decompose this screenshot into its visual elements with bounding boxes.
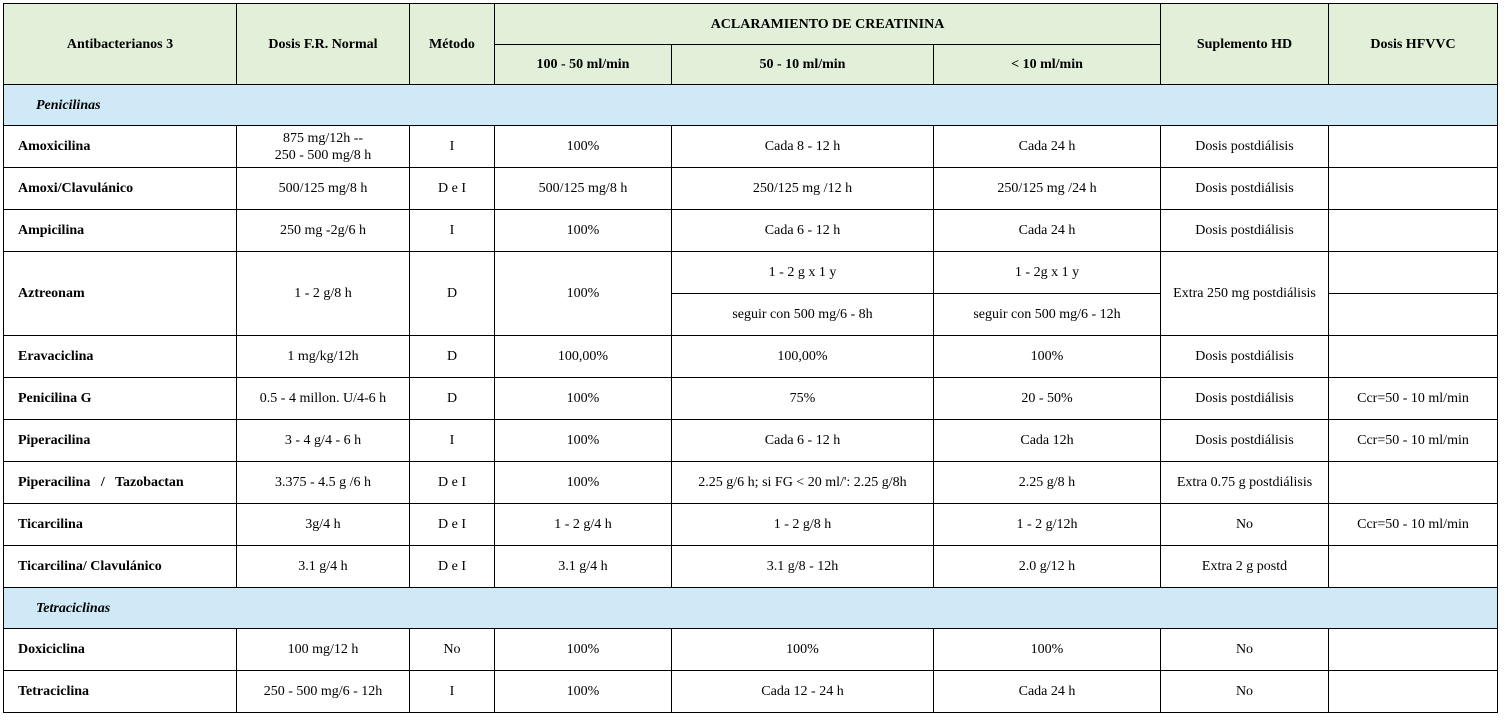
header-ccr-100-50: 100 - 50 ml/min <box>495 45 672 85</box>
ccr-under-10: 1 - 2g x 1 y <box>934 252 1161 294</box>
ccr-50-10: 75% <box>672 378 934 420</box>
ccr-100-50: 100% <box>495 462 672 504</box>
section-row <box>4 85 1498 126</box>
ccr-100-50: 1 - 2 g/4 h <box>495 504 672 546</box>
hfvvc-dose <box>1329 671 1498 713</box>
ccr-100-50: 100,00% <box>495 336 672 378</box>
normal-dose: 100 mg/12 h <box>237 629 410 671</box>
drug-name: Eravaciclina <box>4 336 237 378</box>
ccr-50-10: seguir con 500 mg/6 - 8h <box>672 294 934 336</box>
ccr-under-10: 250/125 mg /24 h <box>934 168 1161 210</box>
method: D e I <box>410 546 495 588</box>
normal-dose <box>237 126 410 168</box>
hd-supplement: Dosis postdiálisis <box>1161 210 1329 252</box>
ccr-50-10: Cada 6 - 12 h <box>672 420 934 462</box>
hfvvc-dose: Ccr=50 - 10 ml/min <box>1329 378 1498 420</box>
method: I <box>410 420 495 462</box>
ccr-100-50: 100% <box>495 629 672 671</box>
table-row <box>4 168 1498 210</box>
table-row <box>4 378 1498 420</box>
table-row <box>4 671 1498 713</box>
drug-name: Piperacilina <box>4 420 237 462</box>
hfvvc-dose <box>1329 462 1498 504</box>
dose-line: 250 - 500 mg/8 h <box>274 147 372 163</box>
method: D e I <box>410 504 495 546</box>
hfvvc-dose <box>1329 294 1498 336</box>
hd-supplement: No <box>1161 629 1329 671</box>
hfvvc-dose <box>1329 168 1498 210</box>
ccr-50-10: Cada 6 - 12 h <box>672 210 934 252</box>
normal-dose: 3.1 g/4 h <box>237 546 410 588</box>
method: D e I <box>410 168 495 210</box>
header-normal-dose: Dosis F.R. Normal <box>237 4 410 85</box>
ccr-100-50: 100% <box>495 671 672 713</box>
ccr-50-10: Cada 12 - 24 h <box>672 671 934 713</box>
normal-dose: 0.5 - 4 millon. U/4-6 h <box>237 378 410 420</box>
section-penicilinas: Penicilinas <box>4 85 1498 126</box>
normal-dose: 3 - 4 g/4 - 6 h <box>237 420 410 462</box>
drug-name: Ticarcilina <box>4 504 237 546</box>
ccr-100-50: 100% <box>495 378 672 420</box>
ccr-50-10: 1 - 2 g/8 h <box>672 504 934 546</box>
hfvvc-dose <box>1329 336 1498 378</box>
ccr-under-10: Cada 24 h <box>934 671 1161 713</box>
hd-supplement: Extra 250 mg postdiálisis <box>1161 252 1329 336</box>
header-antibacterial: Antibacterianos 3 <box>4 4 237 85</box>
ccr-100-50: 500/125 mg/8 h <box>495 168 672 210</box>
drug-name: Tetraciclina <box>4 671 237 713</box>
ccr-under-10: Cada 12h <box>934 420 1161 462</box>
ccr-100-50: 100% <box>495 420 672 462</box>
header-ccr-under-10: < 10 ml/min <box>934 45 1161 85</box>
normal-dose: 3.375 - 4.5 g /6 h <box>237 462 410 504</box>
drug-name: Amoxicilina <box>4 126 237 168</box>
normal-dose: 1 - 2 g/8 h <box>237 252 410 336</box>
table-row <box>4 504 1498 546</box>
drug-name: Ticarcilina/ Clavulánico <box>4 546 237 588</box>
table-row <box>4 462 1498 504</box>
drug-name: Aztreonam <box>4 252 237 336</box>
hfvvc-dose: Ccr=50 - 10 ml/min <box>1329 420 1498 462</box>
ccr-50-10: 2.25 g/6 h; si FG < 20 ml/': 2.25 g/8h <box>672 462 934 504</box>
dose-line: 875 mg/12h -- <box>282 130 364 146</box>
method: I <box>410 126 495 168</box>
normal-dose: 250 - 500 mg/6 - 12h <box>237 671 410 713</box>
ccr-under-10: 20 - 50% <box>934 378 1161 420</box>
ccr-50-10: Cada 8 - 12 h <box>672 126 934 168</box>
ccr-under-10: 2.25 g/8 h <box>934 462 1161 504</box>
antibiotic-dosing-table <box>3 3 1498 713</box>
hfvvc-dose <box>1329 252 1498 294</box>
table-row <box>4 252 1498 294</box>
drug-name: Penicilina G <box>4 378 237 420</box>
ccr-50-10: 1 - 2 g x 1 y <box>672 252 934 294</box>
hd-supplement: Dosis postdiálisis <box>1161 126 1329 168</box>
drug-name: Piperacilina / Tazobactan <box>4 462 237 504</box>
method: I <box>410 671 495 713</box>
section-tetraciclinas: Tetraciclinas <box>4 588 1498 629</box>
method: I <box>410 210 495 252</box>
method: D <box>410 252 495 336</box>
method: D <box>410 336 495 378</box>
drug-name: Ampicilina <box>4 210 237 252</box>
hfvvc-dose <box>1329 126 1498 168</box>
ccr-under-10: seguir con 500 mg/6 - 12h <box>934 294 1161 336</box>
ccr-50-10: 3.1 g/8 - 12h <box>672 546 934 588</box>
section-row <box>4 588 1498 629</box>
ccr-100-50: 100% <box>495 126 672 168</box>
hfvvc-dose <box>1329 210 1498 252</box>
normal-dose: 500/125 mg/8 h <box>237 168 410 210</box>
ccr-100-50: 100% <box>495 210 672 252</box>
ccr-under-10: 100% <box>934 336 1161 378</box>
ccr-under-10: Cada 24 h <box>934 210 1161 252</box>
hfvvc-dose <box>1329 546 1498 588</box>
table-row <box>4 546 1498 588</box>
ccr-under-10: 2.0 g/12 h <box>934 546 1161 588</box>
header-creatinine-clearance: ACLARAMIENTO DE CREATININA <box>495 4 1161 45</box>
ccr-50-10: 250/125 mg /12 h <box>672 168 934 210</box>
hd-supplement: No <box>1161 671 1329 713</box>
ccr-under-10: Cada 24 h <box>934 126 1161 168</box>
header-method: Método <box>410 4 495 85</box>
header-hd-supplement: Suplemento HD <box>1161 4 1329 85</box>
hd-supplement: Dosis postdiálisis <box>1161 168 1329 210</box>
drug-name: Doxiciclina <box>4 629 237 671</box>
ccr-under-10: 100% <box>934 629 1161 671</box>
ccr-100-50: 3.1 g/4 h <box>495 546 672 588</box>
table-row <box>4 210 1498 252</box>
normal-dose: 3g/4 h <box>237 504 410 546</box>
table-row <box>4 336 1498 378</box>
normal-dose: 250 mg -2g/6 h <box>237 210 410 252</box>
ccr-100-50: 100% <box>495 252 672 336</box>
method: No <box>410 629 495 671</box>
table-row <box>4 126 1498 168</box>
table-row <box>4 420 1498 462</box>
drug-name: Amoxi/Clavulánico <box>4 168 237 210</box>
method: D <box>410 378 495 420</box>
table-row <box>4 629 1498 671</box>
hd-supplement: Dosis postdiálisis <box>1161 378 1329 420</box>
hfvvc-dose <box>1329 629 1498 671</box>
ccr-50-10: 100% <box>672 629 934 671</box>
hd-supplement: Extra 0.75 g postdiálisis <box>1161 462 1329 504</box>
ccr-under-10: 1 - 2 g/12h <box>934 504 1161 546</box>
hd-supplement: No <box>1161 504 1329 546</box>
hfvvc-dose: Ccr=50 - 10 ml/min <box>1329 504 1498 546</box>
hd-supplement: Dosis postdiálisis <box>1161 420 1329 462</box>
hd-supplement: Extra 2 g postd <box>1161 546 1329 588</box>
hd-supplement: Dosis postdiálisis <box>1161 336 1329 378</box>
normal-dose: 1 mg/kg/12h <box>237 336 410 378</box>
ccr-50-10: 100,00% <box>672 336 934 378</box>
header-hfvvc-dose: Dosis HFVVC <box>1329 4 1498 85</box>
header-ccr-50-10: 50 - 10 ml/min <box>672 45 934 85</box>
method: D e I <box>410 462 495 504</box>
